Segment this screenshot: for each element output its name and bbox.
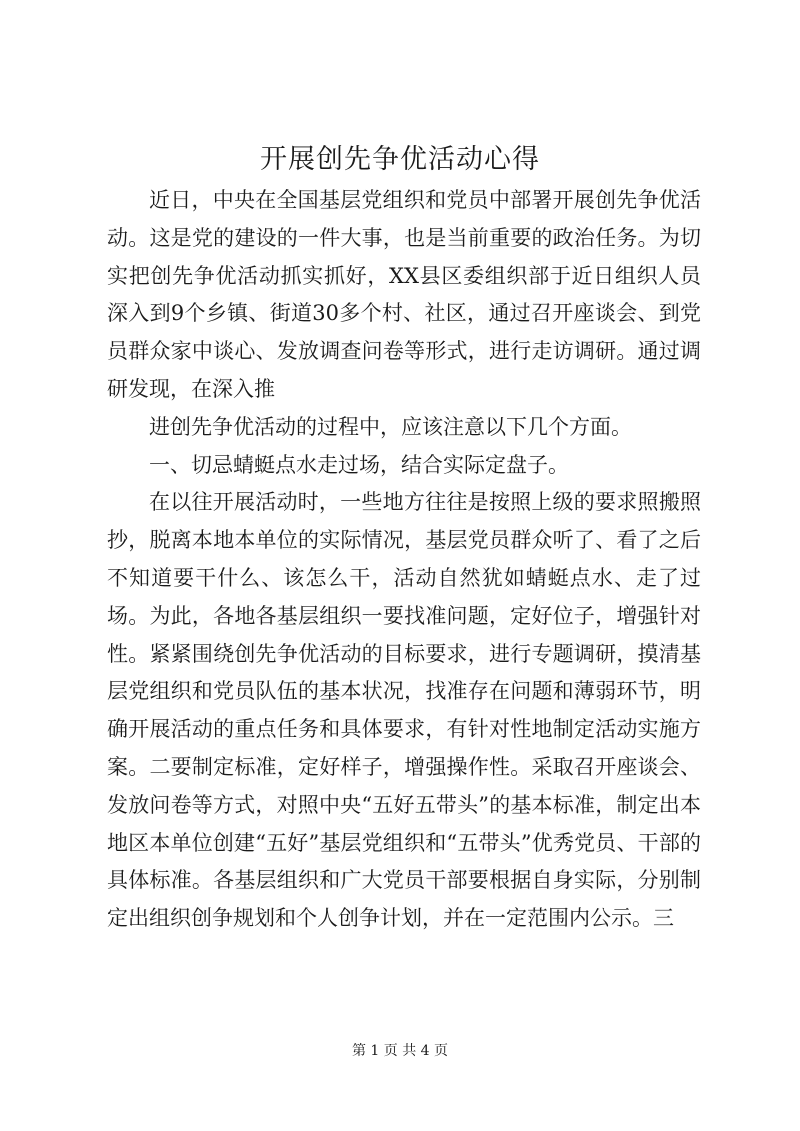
document-body [107, 182, 701, 938]
paragraph-section-1: 在以往开展活动时，一些地方往往是按照上级的要求照搬照抄，脱离本地本单位的实际情况，基层党员群众听了、看了之后不知道要干什么、该怎么干，活动自然犹如蜻蜓点水、走了过场。为此，各地各基层组织一要找准问题，定好位子，增强针对性。紧紧围绕创先争优活动的目标要求，进行专题调研，摸清基层党组织和党员队伍的基本状况，找准存在问题和薄弱环节，明确开展活动的重点任务和具体要求，有针对性地制定活动实施方案。二要制定标准，定好样子，增强操作性。采取召开座谈会、发放问卷等方式，对照中央“五好五带头”的基本标准，制定出本地区本单位创建“五好”基层党组织和“五带头”优秀党员、干部的具体标准。各基层组织和广大党员干部要根据自身实际，分别制定出组织创争规划和个人创争计划，并在一定范围内公示。三 [107, 490, 701, 931]
page-footer: 第 1 页 共 4 页 [351, 1043, 449, 1059]
paragraph-continuation: 进创先争优活动的过程中，应该注意以下几个方面。 [149, 414, 632, 439]
section-heading-1: 一、切忌蜻蜓点水走过场，结合实际定盘子。 [149, 452, 569, 477]
paragraph-intro: 近日，中央在全国基层党组织和党员中部署开展创先争优活动。这是党的建设的一件大事，也是当前重要的政治任务。为切实把创先争优活动抓实抓好，XX县区委组织部于近日组织人员深入到9个乡镇、街道30多个村、社区，通过召开座谈会、到党员群众家中谈心、发放调查问卷等形式，进行走访调研。通过调研发现，在深入推 [107, 188, 701, 401]
document-title: 开展创先争优活动心得 [260, 144, 540, 175]
